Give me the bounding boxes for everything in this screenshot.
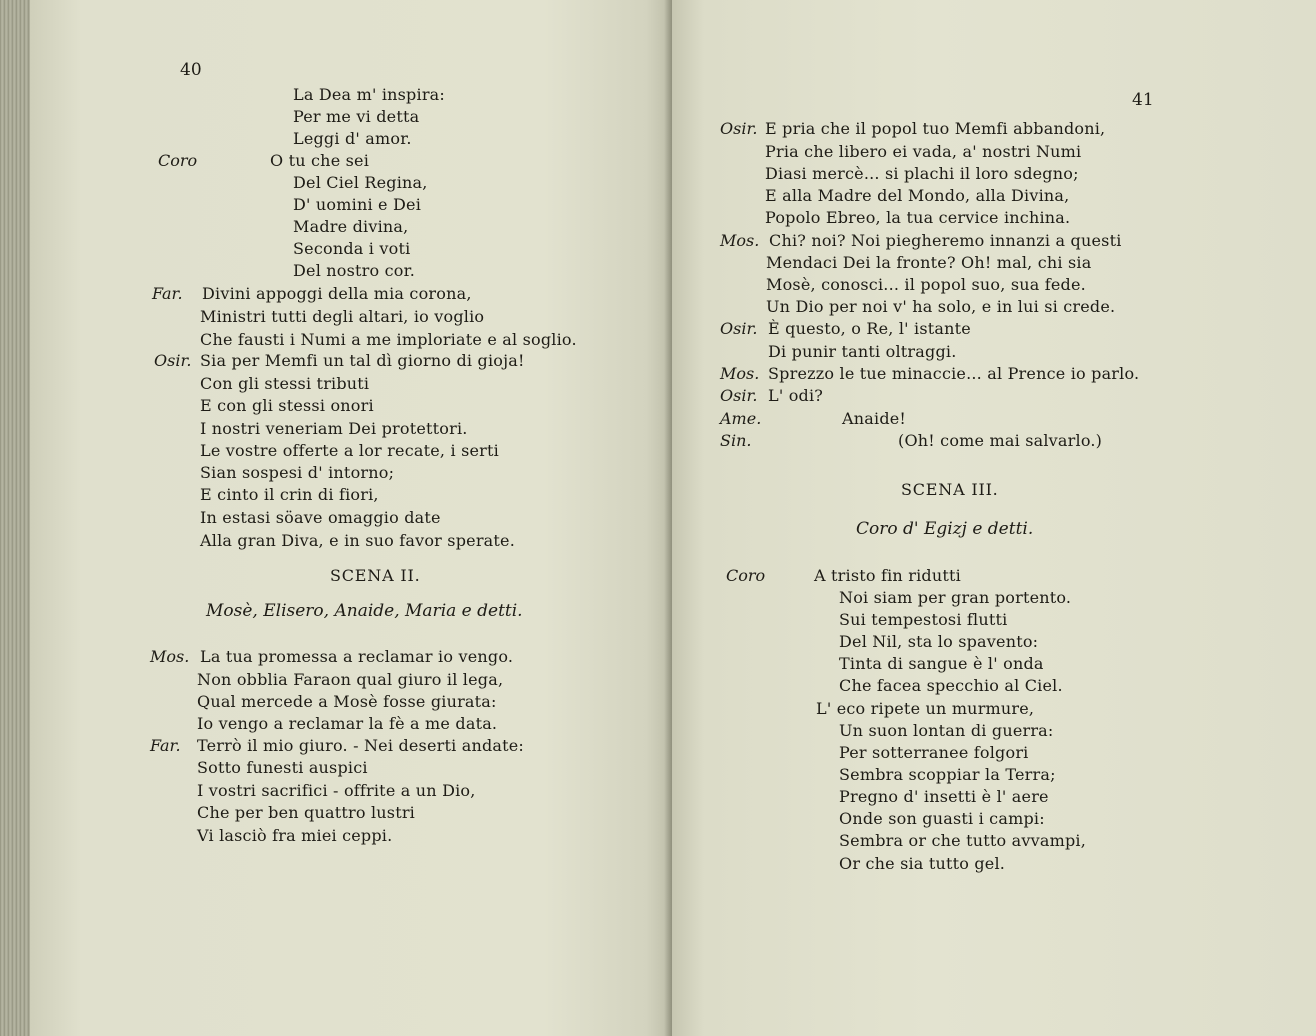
verse-line: Per sotterranee folgori [839,743,1029,762]
verse-line: O tu che sei [270,151,370,170]
verse-line: Sian sospesi d' intorno; [200,463,395,482]
verse-line: Sui tempestosi flutti [839,610,1008,629]
verse-line: Ministri tutti degli altari, io voglio [200,307,485,326]
speaker-label: Far. [150,736,181,755]
verse-line: Del Nil, sta lo spavento: [839,632,1039,651]
verse-line: Diasi mercè... si plachi il loro sdegno; [765,164,1079,183]
verse-line: Un Dio per noi v' ha solo, e in lui si crede. [766,297,1116,316]
verse-line: (Oh! come mai salvarlo.) [898,431,1103,450]
verse-line: Le vostre offerte a lor recate, i serti [200,441,499,460]
speaker-label: Coro [158,151,198,170]
speaker-label: Osir. [154,351,192,370]
speaker-label: Osir. [720,119,758,138]
verse-line: Leggi d' amor. [293,129,412,148]
verse-line: Con gli stessi tributi [200,374,370,393]
left-page [30,0,672,1036]
verse-line: Sia per Memfi un tal dì giorno di gioja! [200,351,525,370]
scene-cast: Mosè, Elisero, Anaide, Maria e detti. [206,601,523,621]
page-number-right: 41 [1132,90,1154,110]
verse-line: E cinto il crin di fiori, [200,485,379,504]
verse-line: I vostri sacrifici - offrite a un Dio, [197,781,476,800]
verse-line: Sembra scoppiar la Terra; [839,765,1056,784]
scene-cast: Coro d' Egizj e detti. [856,519,1034,539]
speaker-label: Osir. [720,386,758,405]
verse-line: E pria che il popol tuo Memfi abbandoni, [765,119,1106,138]
verse-line: D' uomini e Dei [293,195,422,214]
verse-line: Popolo Ebreo, la tua cervice inchina. [765,208,1071,227]
verse-line: L' odi? [768,386,824,405]
verse-line: Sprezzo le tue minaccie... al Prence io parlo. [768,364,1140,383]
verse-line: Mendaci Dei la fronte? Oh! mal, chi sia [766,253,1092,272]
page-edges [0,0,30,1036]
verse-line: Del nostro cor. [293,261,416,280]
verse-line: Terrò il mio giuro. - Nei deserti andate: [197,736,525,755]
verse-line: Vi lasciò fra miei ceppi. [197,826,393,845]
speaker-label: Mos. [720,364,760,383]
verse-line: Io vengo a reclamar la fè a me data. [197,714,498,733]
verse-line: Alla gran Diva, e in suo favor sperate. [200,531,515,550]
verse-line: Pregno d' insetti è l' aere [839,787,1049,806]
speaker-label: Sin. [720,431,752,450]
verse-line: Anaide! [842,409,907,428]
speaker-label: Coro [726,566,766,585]
verse-line: Noi siam per gran portento. [839,588,1072,607]
verse-line: In estasi söave omaggio date [200,508,441,527]
verse-line: Divini appoggi della mia corona, [202,284,472,303]
verse-line: Pria che libero ei vada, a' nostri Numi [765,142,1082,161]
verse-line: Chi? noi? Noi piegheremo innanzi a questi [769,231,1122,250]
speaker-label: Ame. [720,409,762,428]
verse-line: A tristo fin ridutti [814,566,961,585]
verse-line: E alla Madre del Mondo, alla Divina, [765,186,1070,205]
verse-line: Che per ben quattro lustri [197,803,415,822]
scene-title: SCENA III. [901,480,999,499]
verse-line: Or che sia tutto gel. [839,854,1006,873]
verse-line: Non obblia Faraon qual giuro il lega, [197,670,504,689]
verse-line: È questo, o Re, l' istante [768,319,971,338]
verse-line: Sembra or che tutto avvampi, [839,831,1086,850]
verse-line: Che facea specchio al Ciel. [839,676,1063,695]
verse-line: Onde son guasti i campi: [839,809,1045,828]
verse-line: Qual mercede a Mosè fosse giurata: [197,692,497,711]
verse-line: Seconda i voti [293,239,411,258]
verse-line: La tua promessa a reclamar io vengo. [200,647,514,666]
speaker-label: Mos. [150,647,190,666]
verse-line: Che fausti i Numi a me imploriate e al soglio. [200,330,577,349]
verse-line: Per me vi detta [293,107,420,126]
right-page [672,0,1316,1036]
verse-line: Un suon lontan di guerra: [839,721,1054,740]
verse-line: Del Ciel Regina, [293,173,428,192]
verse-line: I nostri veneriam Dei protettori. [200,419,468,438]
verse-line: Di punir tanti oltraggi. [768,342,957,361]
speaker-label: Osir. [720,319,758,338]
verse-line: E con gli stessi onori [200,396,374,415]
scene-title: SCENA II. [330,566,421,585]
verse-line: La Dea m' inspira: [293,85,445,104]
page-number-left: 40 [180,60,202,80]
verse-line: Madre divina, [293,217,409,236]
speaker-label: Far. [152,284,183,303]
verse-line: L' eco ripete un murmure, [816,699,1035,718]
verse-line: Tinta di sangue è l' onda [839,654,1044,673]
speaker-label: Mos. [720,231,760,250]
verse-line: Mosè, conosci... il popol suo, sua fede. [766,275,1086,294]
verse-line: Sotto funesti auspici [197,758,368,777]
